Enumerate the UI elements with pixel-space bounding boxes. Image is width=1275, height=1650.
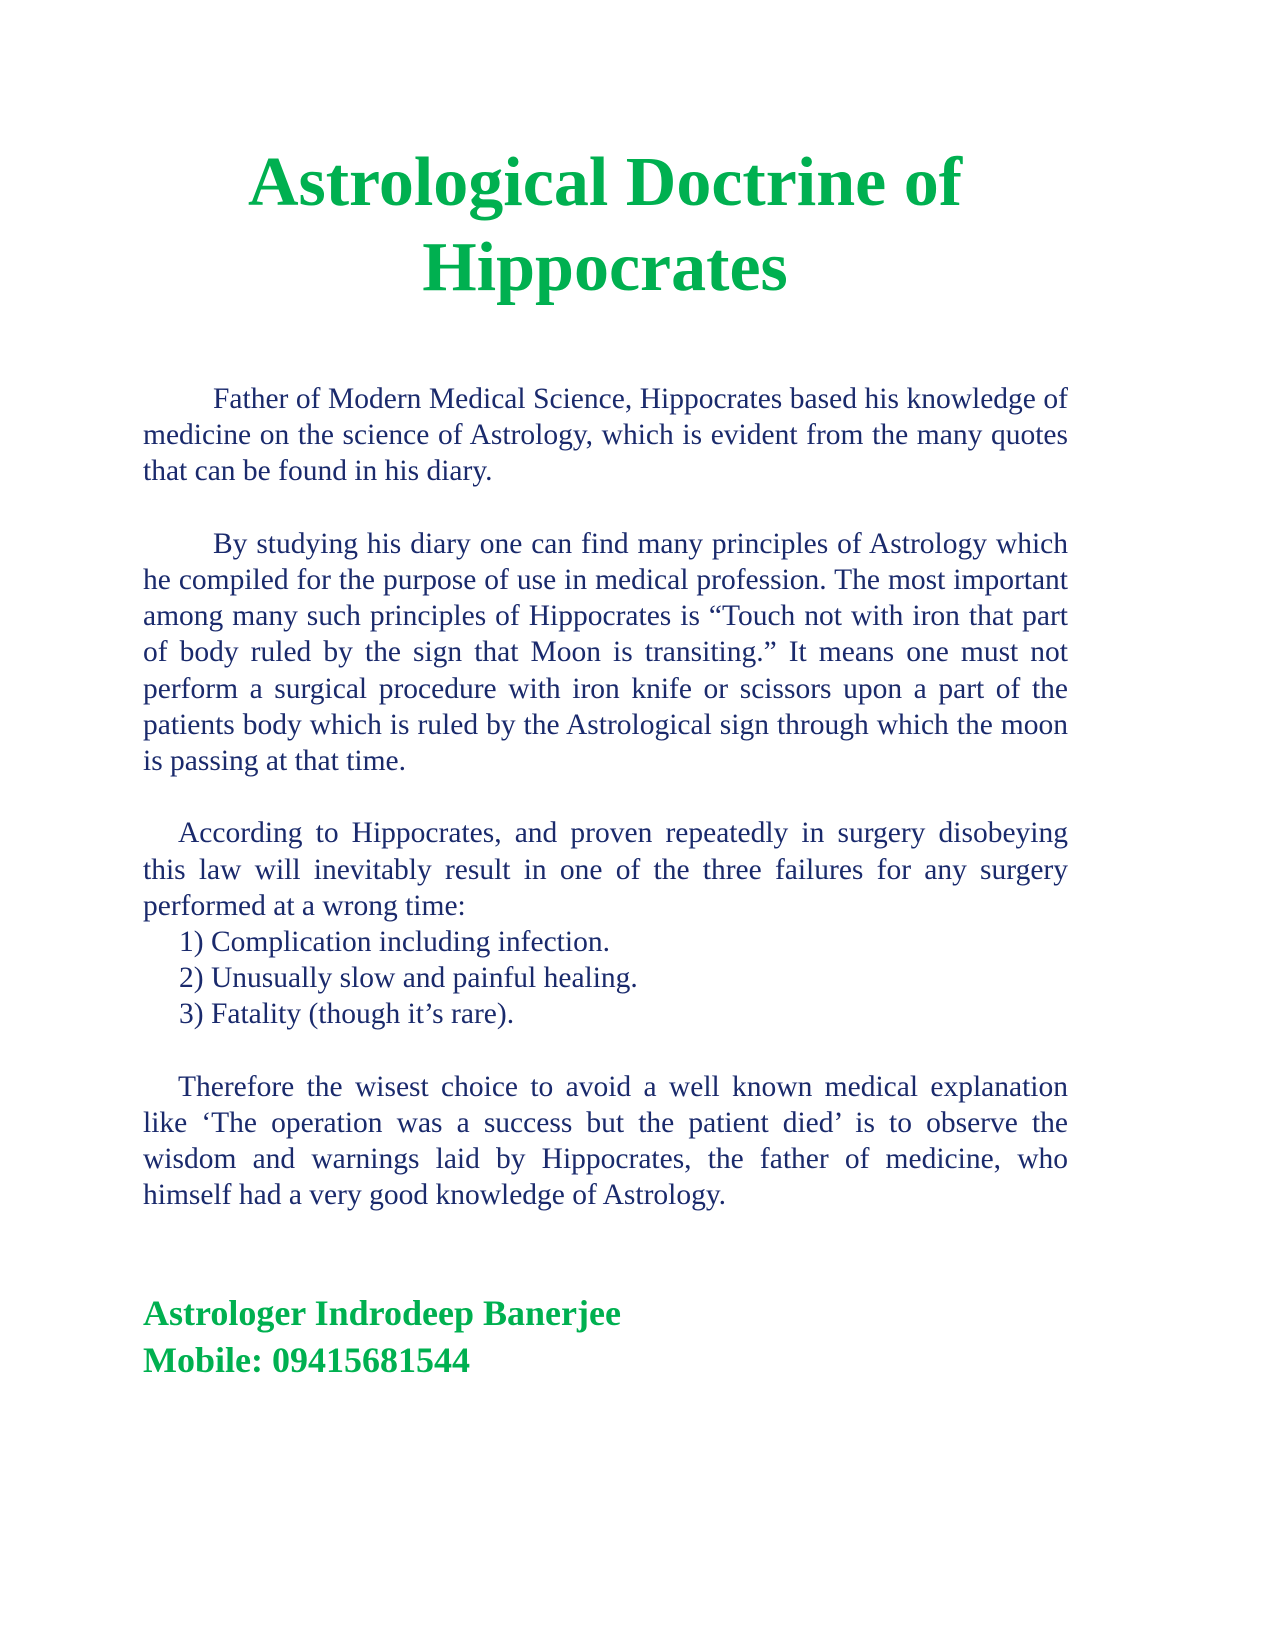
title-line-2: Hippocrates	[422, 229, 788, 306]
document-body	[143, 381, 1068, 1250]
list-item: 1) Complication including infection.	[179, 926, 610, 959]
paragraph-failures-intro: According to Hippocrates, and proven repeatedly in surgery disobeying this law will inevitably result in one of the three failures for any surgery performed at a wrong time:	[143, 817, 1068, 922]
author-mobile: Mobile: 09415681544	[143, 1340, 470, 1380]
title-line-1: Astrological Doctrine of	[247, 144, 963, 221]
signature-block	[143, 1290, 621, 1384]
paragraph-principle: By studying his diary one can find many principles of Astrology which he compiled for the purpose of use in medical profession. The most important among many such principles of Hippocrates is “Touch not with iron that part of body ruled by the sign that Moon is transiting.” It means one must not perform a surgical procedure with iron knife or scissors upon a part of the patients body which is ruled by the Astrological sign through which the moon is passing at that time.	[143, 527, 1068, 778]
document-title	[0, 140, 1210, 310]
paragraph-intro: Father of Modern Medical Science, Hippocrates based his knowledge of medicine on the science of Astrology, which is evident from the many quotes that can be found in his diary.	[143, 383, 1068, 488]
list-item: 3) Fatality (though it’s rare).	[179, 998, 515, 1031]
author-name: Astrologer Indrodeep Banerjee	[143, 1293, 621, 1333]
list-item: 2) Unusually slow and painful healing.	[179, 962, 638, 995]
paragraph-conclusion: Therefore the wisest choice to avoid a well known medical explanation like ‘The operation was a success but the patient died’ is to observe the wisdom and warnings laid by Hippocrates, the father of medicine, who himself had a very good knowledge of Astrology.	[143, 1070, 1068, 1212]
failures-list	[143, 924, 1068, 1033]
